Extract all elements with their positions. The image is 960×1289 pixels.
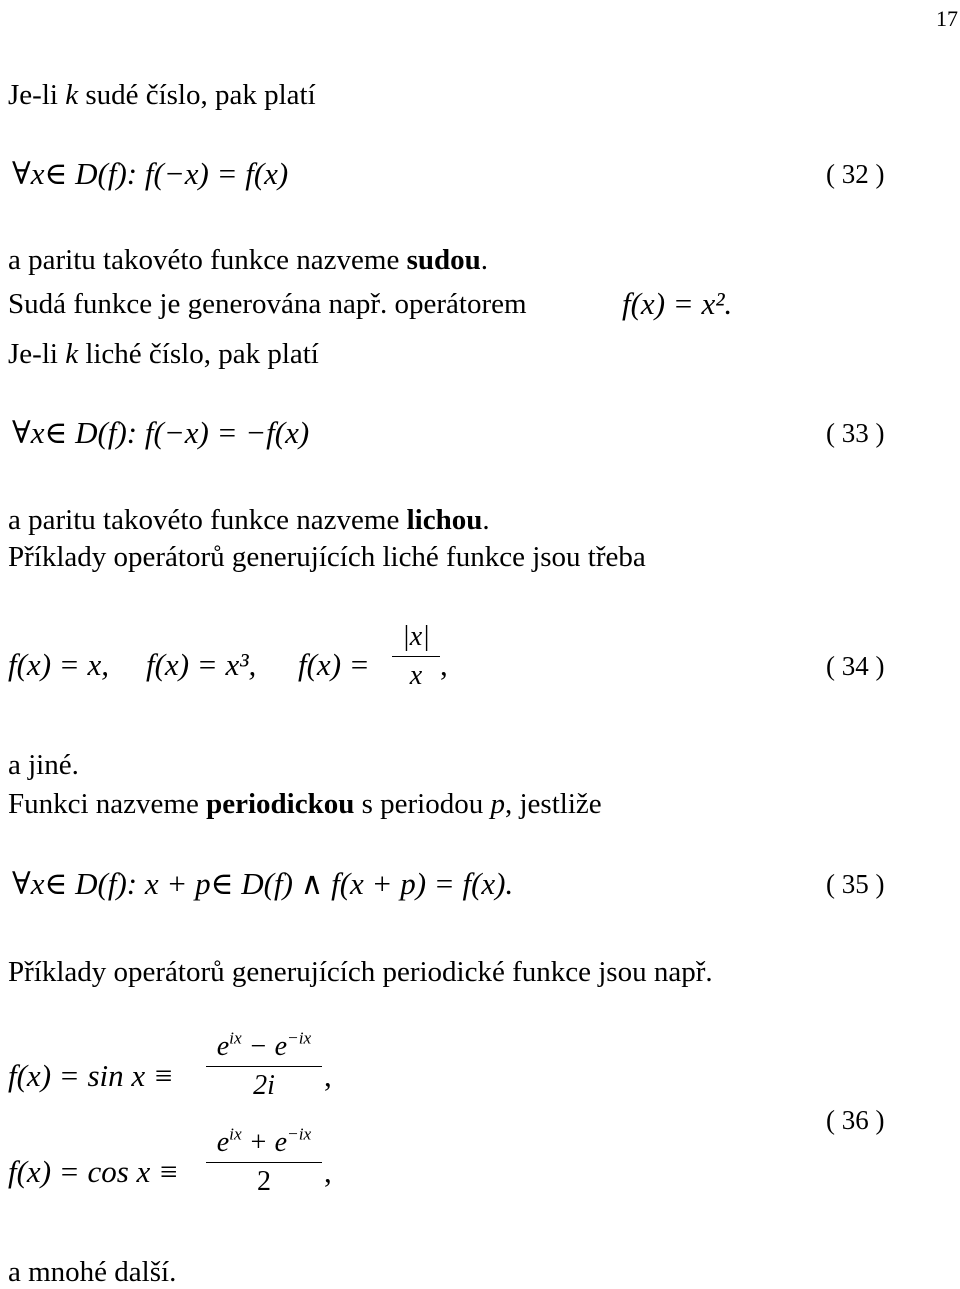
even-generator-formula: f(x) = x². (622, 286, 733, 321)
equation-34-part3: f(x) = (298, 647, 370, 682)
equation-34-fraction (392, 620, 440, 693)
page-number: 17 (936, 6, 958, 31)
paragraph-even-intro: Je-li k sudé číslo, pak platí (8, 79, 316, 111)
equation-36-sin-fraction (206, 1030, 322, 1103)
fraction-bar (392, 656, 440, 657)
paragraph-periodic-definition: Funkci nazveme periodickou s periodou p, jestliže (8, 788, 602, 820)
cos-numerator: $e^{ix} + e^{-ix}$ (216, 1124, 312, 1158)
paragraph-and-others: a jiné. (8, 749, 79, 781)
equation-33-label: ( 33 ) (826, 418, 885, 448)
fraction-denominator: x (409, 660, 423, 691)
equation-34-comma: , (440, 647, 448, 682)
paragraph-even-definition: a paritu takovéto funkce nazveme sudou. (8, 244, 488, 276)
paragraph-odd-intro: Je-li k liché číslo, pak platí (8, 338, 319, 370)
equation-36-sin-comma: , (324, 1058, 332, 1093)
equation-35: ∀x∈ D(f): x + p∈ D(f) ∧ f(x + p) = f(x). (12, 866, 514, 901)
cos-fraction-bar (206, 1162, 322, 1163)
paragraph-even-generator: Sudá funkce je generována např. operátorem (8, 288, 527, 320)
equation-35-label: ( 35 ) (826, 869, 885, 899)
fraction-numerator: |x| (402, 621, 430, 652)
paragraph-odd-examples: Příklady operátorů generujících liché funkce jsou třeba (8, 541, 646, 573)
equation-36-cos-comma: , (324, 1154, 332, 1189)
equation-34-part1: f(x) = x, (8, 647, 109, 682)
equation-34-label: ( 34 ) (826, 651, 885, 681)
equation-36-cos-fraction (206, 1126, 322, 1199)
equation-32: ∀x∈ D(f): f(−x) = f(x) (12, 156, 289, 191)
sin-denominator: 2i (253, 1070, 275, 1101)
paragraph-periodic-examples: Příklady operátorů generujících periodické funkce jsou např. (8, 956, 713, 988)
equation-33: ∀x∈ D(f): f(−x) = −f(x) (12, 415, 310, 450)
equation-36-cos-lhs: f(x) = cos x ≡ (8, 1154, 179, 1189)
cos-denominator: 2 (257, 1166, 271, 1197)
equation-32-label: ( 32 ) (826, 159, 885, 189)
paragraph-and-many-others: a mnohé další. (8, 1256, 177, 1288)
paragraph-odd-definition: a paritu takovéto funkce nazveme lichou. (8, 504, 490, 536)
equation-36-sin-lhs: f(x) = sin x ≡ (8, 1058, 174, 1093)
sin-numerator: $e^{ix} - e^{-ix}$ (216, 1028, 312, 1062)
equation-34-part2: f(x) = x³, (146, 647, 257, 682)
sin-fraction-bar (206, 1066, 322, 1067)
equation-36-label: ( 36 ) (826, 1105, 885, 1135)
